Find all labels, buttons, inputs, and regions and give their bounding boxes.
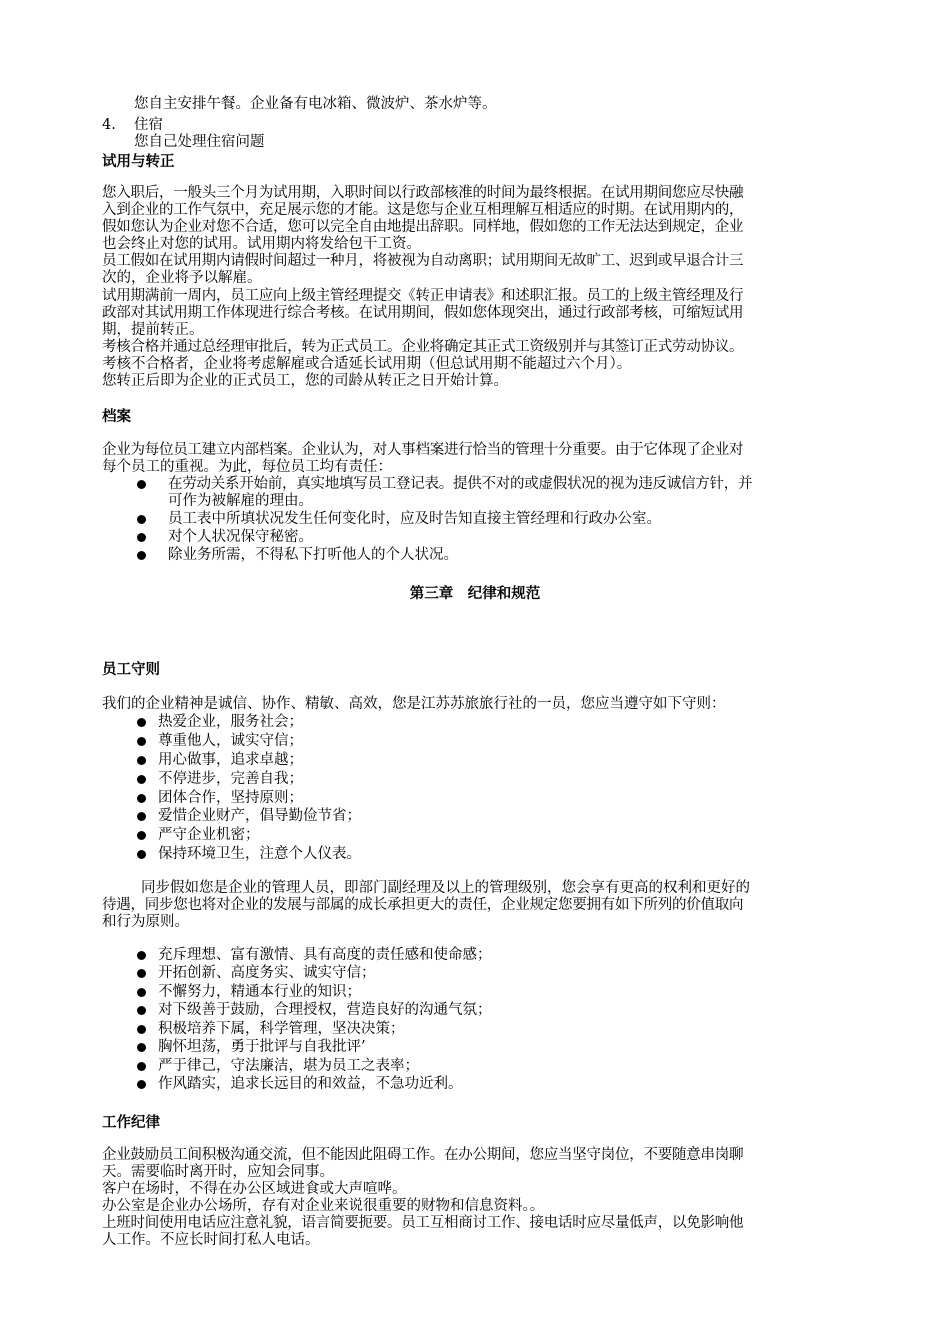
list-item: 团体合作，坚持原则； [158,790,303,806]
paragraph-line: 考核合格并通过总经理审批后，转为正式员工。企业将确定其正式工资级别并与其签订正式劳动协议。 [102,339,744,355]
bullet-icon [137,533,146,542]
bullet-icon [137,551,146,560]
list-item-continuation: 可作为被解雇的理由。 [168,493,313,509]
meals-text: 您自主安排午餐。企业备有电冰箱、微波炉、茶水炉等。 [134,96,497,112]
housing-text: 您自己处理住宿问题 [134,134,265,150]
list-item: 员工表中所填状况发生任何变化时，应及时告知直接主管经理和行政办公室。 [168,511,661,527]
bullet-icon [137,515,146,524]
list-item: 尊重他人，诚实守信； [158,733,303,749]
paragraph-line: 次的，企业将予以解雇。 [102,270,262,286]
paragraph-line: 每个员工的重视。为此，每位员工均有责任： [102,459,392,475]
list-item: 爱惜企业财产，倡导勤俭节省； [158,808,361,824]
paragraph-line: 也会终止对您的试用。试用期内将发给包干工资。 [102,236,421,252]
paragraph-line: 试用期满前一周内，员工应向上级主管经理提交《转正申请表》和述职汇报。员工的上级主管经理及行 [102,288,744,304]
list-item: 严于律己，守法廉洁，堪为员工之表率； [158,1058,419,1074]
paragraph-line: 天。需要临时离开时，应知会同事。 [102,1164,334,1180]
list-item: 用心做事，追求卓越； [158,752,303,768]
paragraph-line: 人工作。不应长时间打私人电话。 [102,1232,320,1248]
list-item: 热爱企业，服务社会； [158,714,303,730]
list-item: 胸怀坦荡，勇于批评与自我批评’ [158,1039,366,1055]
bullet-icon [137,718,146,727]
list-item: 不停进步，完善自我； [158,771,303,787]
paragraph-line: 企业鼓励员工间积极沟通交流，但不能因此阻碍工作。在办公期间，您应当坚守岗位，不要随意串岗聊 [102,1147,744,1163]
bullet-icon [137,850,146,859]
paragraph-line: 员工假如在试用期内请假时间超过一种月，将被视为自动离职；试用期间无故旷工、迟到或早退合计三 [102,253,744,269]
list-item: 保持环境卫生，注意个人仪表。 [158,846,361,862]
bullet-icon [137,812,146,821]
paragraph-line: 企业为每位员工建立内部档案。企业认为，对人事档案进行恰当的管理十分重要。由于它体现了企业对 [102,442,744,458]
bullet-icon [137,775,146,784]
list-item: 对下级善于鼓励，合理授权，营造良好的沟通气氛； [158,1002,492,1018]
bullet-icon [137,951,146,960]
list-item: 积极培养下属，科学管理，坚决决策； [158,1021,405,1037]
paragraph-line: 上班时间使用电话应注意礼貌，语言简要扼要。员工互相商讨工作、接电话时应尽量低声，以免影响他 [102,1215,744,1231]
bullet-icon [137,988,146,997]
paragraph-line: 您入职后，一般头三个月为试用期，入职时间以行政部核准的时间为最终根据。在试用期间您应尽快融 [102,185,744,201]
paragraph-line: 客户在场时，不得在办公区域进食或大声喧哗。 [102,1181,407,1197]
paragraph-line: 同步假如您是企业的管理人员，即部门副经理及以上的管理级别，您会享有更高的权利和更好的 [141,880,750,896]
paragraph-line: 考核不合格者，企业将考虑解雇或合适延长试用期（但总试用期不能超过六个月）。 [102,356,632,372]
paragraph-line: 入到企业的工作气氛中，充足展示您的才能。这是您与企业互相理解互相适应的时期。在试用期内的， [102,202,744,218]
paragraph-line: 办公室是企业办公场所，存有对企业来说很重要的财物和信息资料。。 [102,1198,545,1214]
paragraph-line: 和行为原则。 [102,914,189,930]
list-item: 在劳动关系开始前，真实地填写员工登记表。提供不对的或虚假状况的视为违反诚信方针，并 [168,476,753,492]
bullet-icon [137,1043,146,1052]
housing-number: 4. [102,117,116,133]
housing-title: 住宿 [134,117,163,133]
list-item: 充斥理想、富有激情、具有高度的责任感和使命感； [158,947,492,963]
paragraph-line: 您转正后即为企业的正式员工，您的司龄从转正之日开始计算。 [102,373,508,389]
paragraph-line: 期，提前转正。 [102,322,204,338]
paragraph-line: 待遇，同步您也将对企业的发展与部属的成长承担更大的责任，企业规定您要拥有如下所列的价值取向 [102,897,744,913]
list-item: 严守企业机密； [158,827,260,843]
list-item: 除业务所需，不得私下打听他人的个人状况。 [168,547,458,563]
bullet-icon [137,794,146,803]
section-heading-probation: 试用与转正 [102,154,175,170]
chapter-title: 第三章 纪律和规范 [409,586,541,602]
bullet-icon [137,969,146,978]
bullet-icon [137,756,146,765]
section-heading-conduct: 员工守则 [102,662,160,678]
section-heading-discipline: 工作纪律 [102,1115,160,1131]
paragraph-line: 政部对其试用期工作体现进行综合考核。在试用期间，假如您体现突出，通过行政部考核，可缩短试用 [102,305,744,321]
bullet-icon [137,1006,146,1015]
paragraph-line: 我们的企业精神是诚信、协作、精敏、高效，您是江苏苏旅旅行社的一员，您应当遵守如下守则： [102,696,726,712]
list-item: 作风踏实，追求长远目的和效益，不急功近利。 [158,1076,463,1092]
section-heading-archive: 档案 [102,409,131,425]
bullet-icon [137,737,146,746]
paragraph-line: 假如您认为企业对您不合适，您可以完全自由地提出辞职。同样地，假如您的工作无法达到规定，企业 [102,219,744,235]
bullet-icon [137,480,146,489]
bullet-icon [137,1025,146,1034]
list-item: 开拓创新、高度务实、诚实守信； [158,965,376,981]
list-item: 对个人状况保守秘密。 [168,529,313,545]
list-item: 不懈努力，精通本行业的知识； [158,984,361,1000]
bullet-icon [137,1062,146,1071]
bullet-icon [137,1080,146,1089]
bullet-icon [137,831,146,840]
